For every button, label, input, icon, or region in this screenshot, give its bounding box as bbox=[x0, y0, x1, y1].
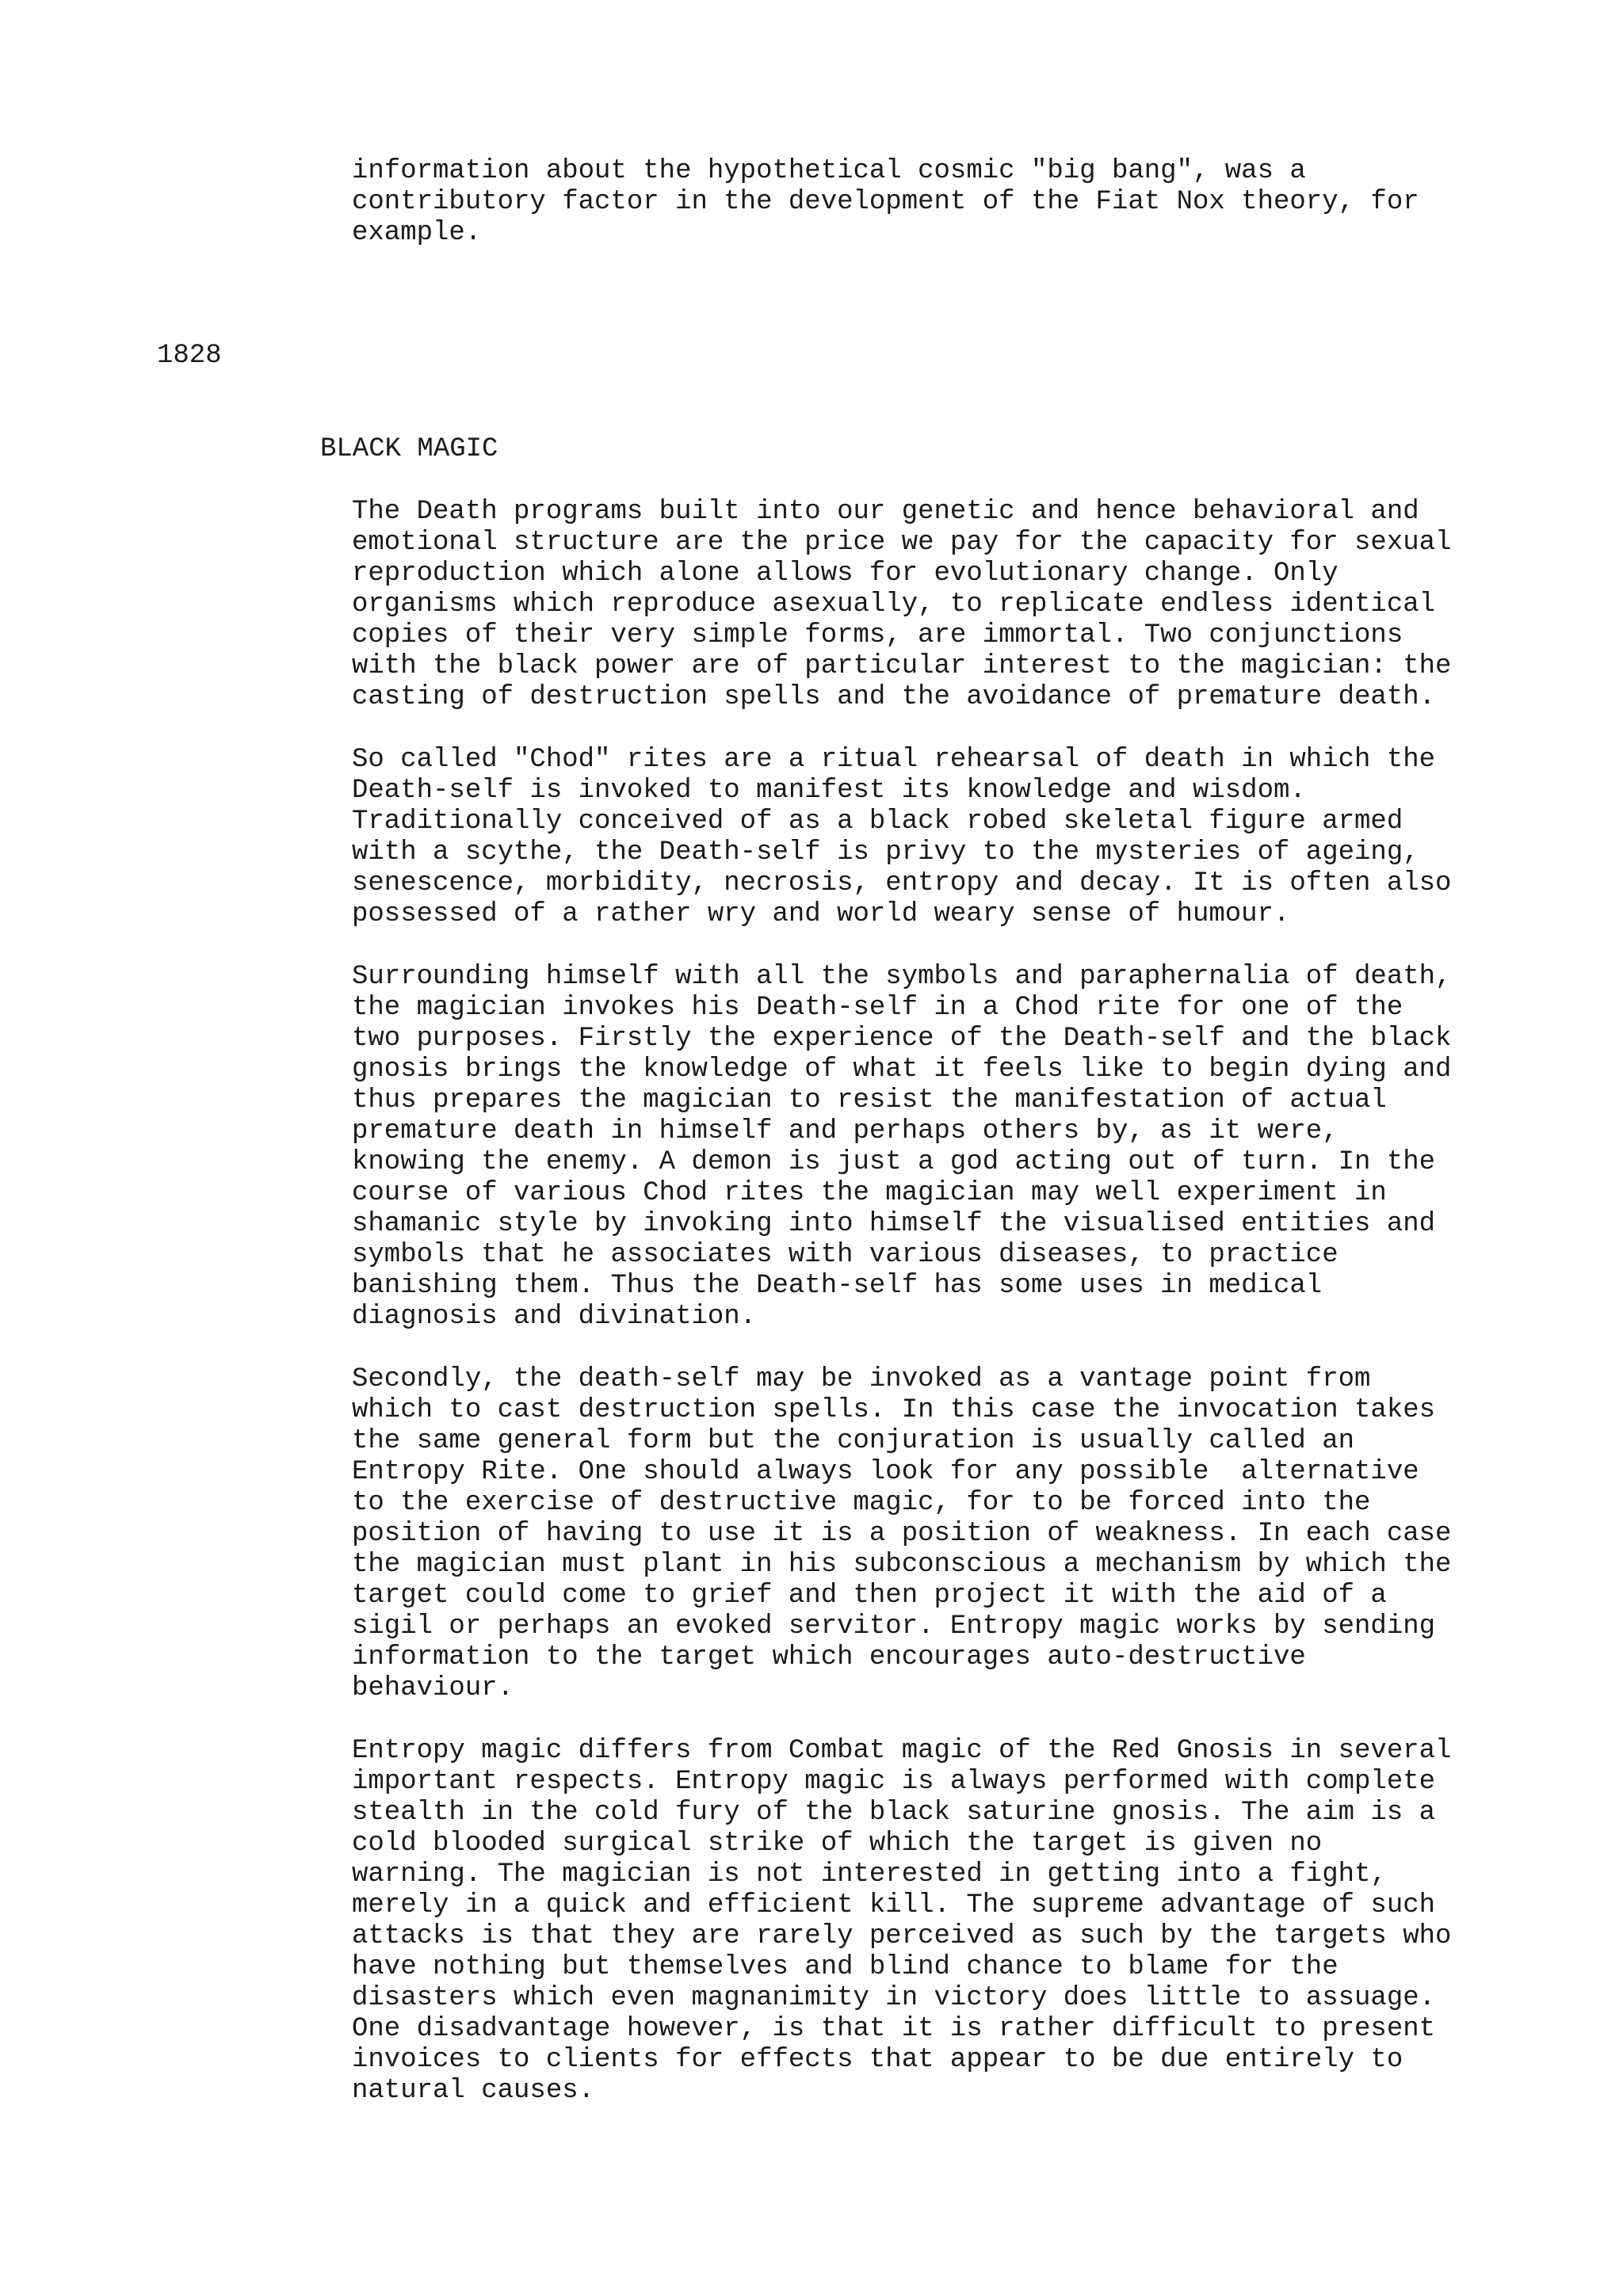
text-line: Traditionally conceived of as a black robed skeletal figure armed bbox=[352, 807, 1403, 837]
text-line: knowing the enemy. A demon is just a god acting out of turn. In the bbox=[352, 1147, 1436, 1177]
text-line: copies of their very simple forms, are immortal. Two conjunctions bbox=[352, 620, 1403, 650]
text-line: senescence, morbidity, necrosis, entropy and decay. It is often also bbox=[352, 868, 1452, 898]
text-line: casting of destruction spells and the avoidance of premature death. bbox=[352, 682, 1436, 712]
text-line: sigil or perhaps an evoked servitor. Entropy magic works by sending bbox=[352, 1611, 1436, 1642]
text-line: natural causes. bbox=[352, 2076, 595, 2106]
text-line: to the exercise of destructive magic, for to be forced into the bbox=[352, 1488, 1371, 1518]
section-heading: BLACK MAGIC bbox=[320, 434, 498, 464]
text-line: Secondly, the death-self may be invoked as a vantage point from bbox=[352, 1364, 1371, 1394]
text-line: symbols that he associates with various diseases, to practice bbox=[352, 1240, 1338, 1270]
text-line: with the black power are of particular interest to the magician: the bbox=[352, 651, 1452, 681]
text-line: thus prepares the magician to resist the manifestation of actual bbox=[352, 1085, 1387, 1116]
text-line: One disadvantage however, is that it is rather difficult to present bbox=[352, 2014, 1436, 2044]
text-line: the magician must plant in his subconscious a mechanism by which the bbox=[352, 1550, 1452, 1580]
text-line: invoices to clients for effects that appear to be due entirely to bbox=[352, 2045, 1403, 2075]
text-line: behaviour. bbox=[352, 1673, 514, 1703]
text-line: cold blooded surgical strike of which the target is given no bbox=[352, 1829, 1323, 1859]
text-line: with a scythe, the Death-self is privy to the mysteries of ageing, bbox=[352, 837, 1419, 868]
text-line: disasters which even magnanimity in victory does little to assuage. bbox=[352, 1983, 1436, 2013]
text-line: Death-self is invoked to manifest its knowledge and wisdom. bbox=[352, 776, 1306, 806]
text-line: important respects. Entropy magic is always performed with complete bbox=[352, 1767, 1436, 1797]
text-line: emotional structure are the price we pay for the capacity for sexual bbox=[352, 528, 1452, 558]
text-line: information to the target which encourages auto-destructive bbox=[352, 1642, 1306, 1672]
text-line: have nothing but themselves and blind chance to blame for the bbox=[352, 1952, 1338, 1982]
text-line: gnosis brings the knowledge of what it feels like to begin dying and bbox=[352, 1055, 1452, 1085]
text-line: possessed of a rather wry and world weary sense of humour. bbox=[352, 899, 1290, 929]
text-line: shamanic style by invoking into himself the visualised entities and bbox=[352, 1209, 1436, 1239]
text-line: Entropy magic differs from Combat magic of the Red Gnosis in several bbox=[352, 1736, 1452, 1766]
text-line: example. bbox=[352, 218, 482, 248]
text-line: information about the hypothetical cosmic "big bang", was a bbox=[352, 156, 1306, 186]
text-line: Entropy Rite. One should always look for any possible alternative bbox=[352, 1457, 1419, 1487]
text-line: warning. The magician is not interested in getting into a fight, bbox=[352, 1859, 1387, 1890]
text-line: the same general form but the conjuration is usually called an bbox=[352, 1426, 1355, 1456]
text-line: premature death in himself and perhaps others by, as it were, bbox=[352, 1116, 1338, 1146]
text-line: position of having to use it is a position of weakness. In each case bbox=[352, 1519, 1452, 1549]
text-line: organisms which reproduce asexually, to replicate endless identical bbox=[352, 589, 1436, 620]
text-line: Surrounding himself with all the symbols and paraphernalia of death, bbox=[352, 962, 1452, 992]
text-line: which to cast destruction spells. In this case the invocation takes bbox=[352, 1395, 1436, 1425]
text-line: merely in a quick and efficient kill. The supreme advantage of such bbox=[352, 1890, 1436, 1920]
text-line: course of various Chod rites the magician may well experiment in bbox=[352, 1178, 1387, 1208]
text-line: banishing them. Thus the Death-self has some uses in medical bbox=[352, 1271, 1323, 1301]
text-line: stealth in the cold fury of the black saturine gnosis. The aim is a bbox=[352, 1798, 1436, 1828]
text-line: two purposes. Firstly the experience of the Death-self and the black bbox=[352, 1024, 1452, 1054]
text-line: contributory factor in the development of the Fiat Nox theory, for bbox=[352, 187, 1419, 217]
text-line: The Death programs built into our genetic and hence behavioral and bbox=[352, 497, 1419, 527]
page-number: 1828 bbox=[157, 341, 222, 371]
text-line: diagnosis and divination. bbox=[352, 1302, 757, 1332]
text-line: the magician invokes his Death-self in a Chod rite for one of the bbox=[352, 993, 1403, 1023]
text-line: target could come to grief and then project it with the aid of a bbox=[352, 1581, 1387, 1611]
text-line: attacks is that they are rarely perceived as such by the targets who bbox=[352, 1921, 1452, 1951]
text-line: reproduction which alone allows for evolutionary change. Only bbox=[352, 559, 1338, 589]
text-line: So called "Chod" rites are a ritual rehearsal of death in which the bbox=[352, 745, 1436, 775]
